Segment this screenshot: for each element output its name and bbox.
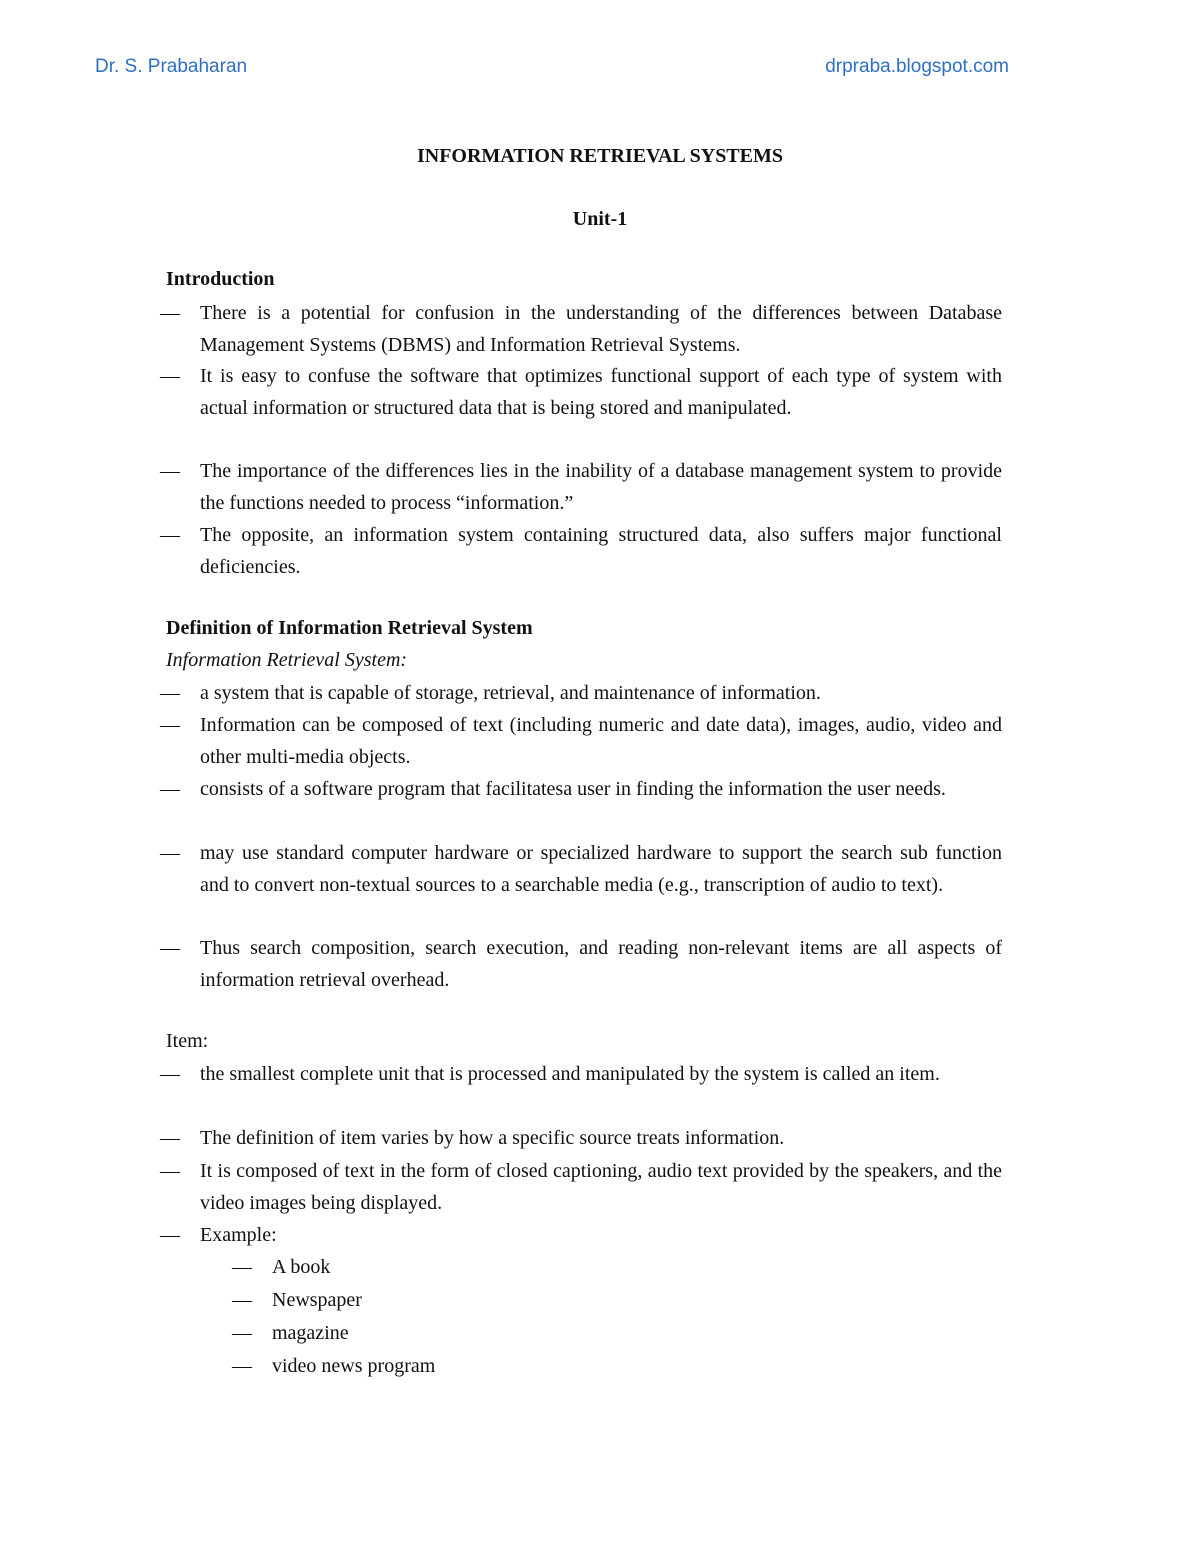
definition-subheading: Information Retrieval System: xyxy=(166,649,408,671)
header-author: Dr. S. Prabaharan xyxy=(95,56,248,77)
list-item xyxy=(160,774,1002,806)
list-item xyxy=(160,710,1002,773)
list-item-text: Example: xyxy=(200,1224,277,1246)
list-item-text: The opposite, an information system containing structured data, also suffers major functional deficiencies. xyxy=(200,524,1002,578)
list-item-text: It is easy to confuse the software that optimizes functional support of each type of system with actual information or structured data that is being stored and manipulated. xyxy=(200,365,1002,419)
dash-bullet: — xyxy=(160,365,180,387)
example-item-text: magazine xyxy=(272,1322,349,1344)
dash-bullet: — xyxy=(160,302,180,324)
dash-bullet: — xyxy=(232,1322,252,1344)
list-item-text: consists of a software program that facilitatesa user in finding the information the user needs. xyxy=(200,778,946,800)
dash-bullet: — xyxy=(160,842,180,864)
example-item-text: video news program xyxy=(272,1355,436,1377)
item-label: Item: xyxy=(166,1030,209,1052)
list-item-text: There is a potential for confusion in the understanding of the differences between Database Management Systems (DBMS) and Information Retrieval Systems. xyxy=(200,302,1002,356)
list-item-text: The definition of item varies by how a specific source treats information. xyxy=(200,1127,785,1149)
dash-bullet: — xyxy=(160,1160,180,1182)
list-item xyxy=(160,1123,1002,1155)
example-item xyxy=(232,1351,435,1383)
dash-bullet: — xyxy=(160,714,180,736)
list-item xyxy=(160,456,1002,519)
list-item xyxy=(160,520,1002,583)
dash-bullet: — xyxy=(160,1127,180,1149)
list-item xyxy=(160,933,1002,996)
dash-bullet: — xyxy=(160,1224,180,1246)
list-item-text: a system that is capable of storage, retrieval, and maintenance of information. xyxy=(200,682,821,704)
dash-bullet: — xyxy=(160,937,180,959)
dash-bullet: — xyxy=(160,682,180,704)
list-item xyxy=(160,1156,1002,1219)
list-item-text: may use standard computer hardware or specialized hardware to support the search sub function and to convert non-textual sources to a searchable media (e.g., transcription of audio to text). xyxy=(200,842,1002,896)
example-item xyxy=(232,1252,330,1284)
dash-bullet: — xyxy=(232,1289,252,1311)
example-item xyxy=(232,1285,362,1317)
list-item-text: Thus search composition, search execution, and reading non-relevant items are all aspects of information retrieval overhead. xyxy=(200,937,1002,991)
list-item-text: Information can be composed of text (including numeric and date data), images, audio, video and other multi-media objects. xyxy=(200,714,1002,768)
unit-label: Unit-1 xyxy=(572,208,628,230)
list-item-text: It is composed of text in the form of closed captioning, audio text provided by the speakers, and the video images being displayed. xyxy=(200,1160,1002,1214)
header-site-link[interactable]: drpraba.blogspot.com xyxy=(825,56,1009,77)
introduction-heading: Introduction xyxy=(166,268,275,290)
example-item-text: A book xyxy=(272,1256,331,1278)
dash-bullet: — xyxy=(232,1355,252,1377)
example-item-text: Newspaper xyxy=(272,1289,362,1311)
list-item-text: the smallest complete unit that is processed and manipulated by the system is called an item. xyxy=(200,1063,940,1085)
dash-bullet: — xyxy=(160,460,180,482)
list-item xyxy=(160,1059,1002,1091)
list-item xyxy=(160,1220,1002,1252)
document-title: INFORMATION RETRIEVAL SYSTEMS xyxy=(416,145,783,167)
definition-heading: Definition of Information Retrieval System xyxy=(166,617,533,639)
list-item-text: The importance of the differences lies in the inability of a database management system to provide the functions needed to process “information.” xyxy=(200,460,1002,514)
list-item xyxy=(160,298,1002,361)
dash-bullet: — xyxy=(160,524,180,546)
example-item xyxy=(232,1318,349,1350)
list-item xyxy=(160,678,1002,710)
list-item xyxy=(160,838,1002,901)
dash-bullet: — xyxy=(232,1256,252,1278)
list-item xyxy=(160,361,1002,424)
dash-bullet: — xyxy=(160,778,180,800)
dash-bullet: — xyxy=(160,1063,180,1085)
